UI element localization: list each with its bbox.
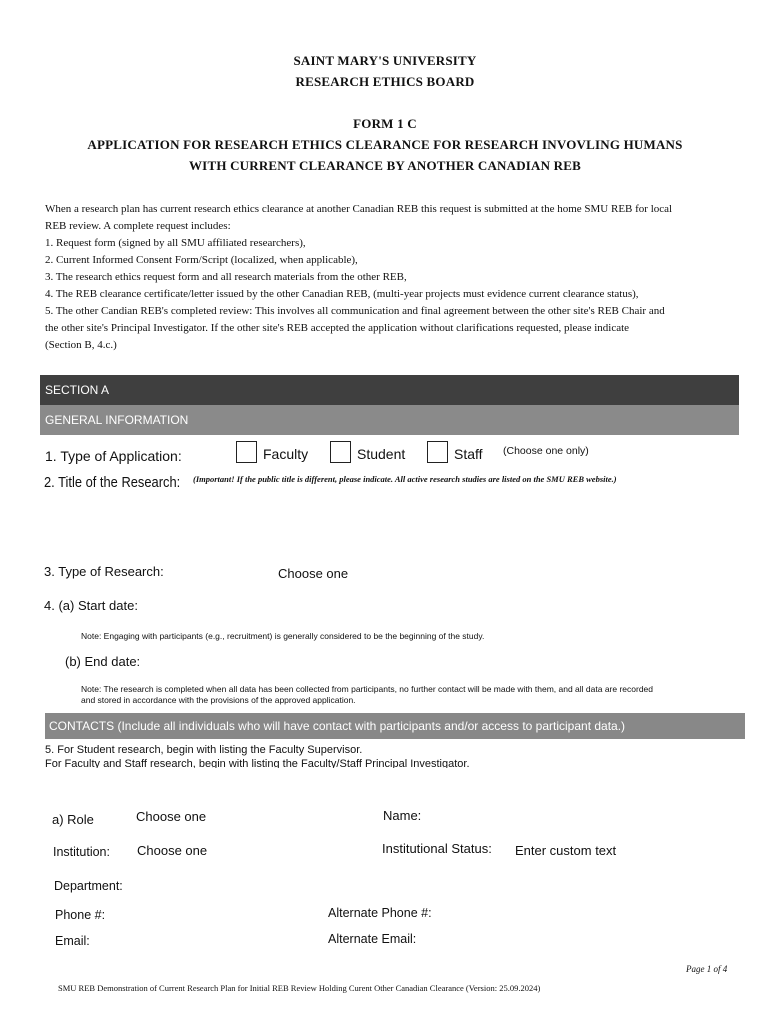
section-a-header: SECTION A: [40, 375, 739, 405]
research-title-input[interactable]: [44, 494, 739, 554]
start-date-label: 4. (a) Start date:: [44, 598, 138, 613]
form-title-line2: WITH CURRENT CLEARANCE BY ANOTHER CANADIAN REB: [188, 158, 582, 173]
student-checkbox[interactable]: [330, 441, 351, 463]
contacts-instruction-2: For Faculty and Staff research, begin with listing the Faculty/Staff Principal Investigator.: [45, 758, 470, 768]
intro-line: REB review. A complete request includes:: [45, 220, 231, 232]
phone-input[interactable]: [112, 906, 312, 926]
intro-list-item: 4. The REB clearance certificate/letter issued by the other Canadian REB, (multi-year projects must evidence current clearance status),: [45, 288, 639, 300]
end-date-input[interactable]: [160, 652, 360, 672]
page-number: Page 1 of 4: [686, 964, 728, 974]
start-date-input[interactable]: [160, 596, 360, 616]
intro-text: [45, 201, 745, 354]
research-type-select[interactable]: Choose one: [278, 566, 349, 581]
board-name: RESEARCH ETHICS BOARD: [295, 74, 475, 89]
alternate-email-input[interactable]: [428, 930, 728, 950]
end-date-label: (b) End date:: [65, 654, 141, 669]
alternate-phone-input[interactable]: [442, 904, 732, 924]
email-label: Email:: [55, 934, 90, 948]
start-date-note: Note: Engaging with participants (e.g., recruitment) is generally considered to be the beginning of the study.: [81, 631, 485, 641]
phone-label: Phone #:: [55, 908, 106, 922]
role-label: a) Role: [52, 812, 94, 827]
institutional-status-label: Institutional Status:: [382, 841, 492, 856]
form-id: FORM 1 C: [353, 116, 417, 131]
intro-list-item: the other site's Principal Investigator. If the other site's REB accepted the application without clarifications requested, please indicate: [45, 322, 630, 334]
intro-line: When a research plan has current research ethics clearance at another Canadian REB this request is submitted at the home SMU REB for local: [45, 203, 673, 215]
contacts-header: CONTACTS (Include all individuals who will have contact with participants and/or access to participant data.): [45, 713, 745, 739]
role-select[interactable]: Choose one: [136, 809, 207, 824]
research-type-label: 3. Type of Research:: [44, 564, 164, 579]
institution-label: Institution:: [53, 845, 110, 859]
contacts-instruction-1: 5. For Student research, begin with listing the Faculty Supervisor.: [45, 744, 363, 756]
department-input[interactable]: [130, 877, 530, 897]
name-input[interactable]: [430, 806, 730, 826]
intro-list-item: (Section B, 4.c.): [45, 339, 117, 351]
institutional-status-input[interactable]: Enter custom text: [515, 843, 617, 858]
name-label: Name:: [383, 808, 422, 823]
end-date-note-line1: Note: The research is completed when all data has been collected from participants, no further contact will be made with them, and all data are recorded: [81, 684, 654, 694]
university-name: SAINT MARY'S UNIVERSITY: [293, 53, 477, 68]
research-title-note: (Important! If the public title is different, please indicate. All active research studies are listed on the SMU REB website.): [193, 474, 617, 484]
email-input[interactable]: [100, 932, 310, 952]
application-type-label: 1. Type of Application:: [45, 448, 182, 464]
alternate-email-label: Alternate Email:: [328, 932, 417, 946]
faculty-checkbox[interactable]: [236, 441, 257, 463]
department-label: Department:: [54, 879, 123, 893]
research-title-label: 2. Title of the Research:: [44, 474, 181, 491]
intro-list-item: 2. Current Informed Consent Form/Script (localized, when applicable),: [45, 254, 358, 266]
faculty-option-label: Faculty: [263, 446, 309, 462]
end-date-note-line2: and stored in accordance with the provisions of the approved application.: [81, 695, 356, 705]
intro-list-item: 1. Request form (signed by all SMU affiliated researchers),: [45, 237, 306, 249]
staff-option-label: Staff: [454, 446, 483, 462]
footer-text: SMU REB Demonstration of Current Research Plan for Initial REB Review Holding Curent Other Canadian Clearance (Version: 25.09.2024): [58, 983, 541, 993]
intro-list-item: 3. The research ethics request form and all research materials from the other REB,: [45, 271, 407, 283]
student-option-label: Student: [357, 446, 406, 462]
choose-one-hint: (Choose one only): [503, 445, 589, 457]
intro-list-item: 5. The other Candian REB's completed review: This involves all communication and final agreement between the other site's REB Chair and: [45, 305, 665, 317]
institution-select[interactable]: Choose one: [137, 843, 208, 858]
form-title-line1: APPLICATION FOR RESEARCH ETHICS CLEARANCE FOR RESEARCH INVOVLING HUMANS: [87, 137, 683, 152]
staff-checkbox[interactable]: [427, 441, 448, 463]
alternate-phone-label: Alternate Phone #:: [328, 906, 432, 920]
general-information-header: GENERAL INFORMATION: [40, 405, 739, 435]
